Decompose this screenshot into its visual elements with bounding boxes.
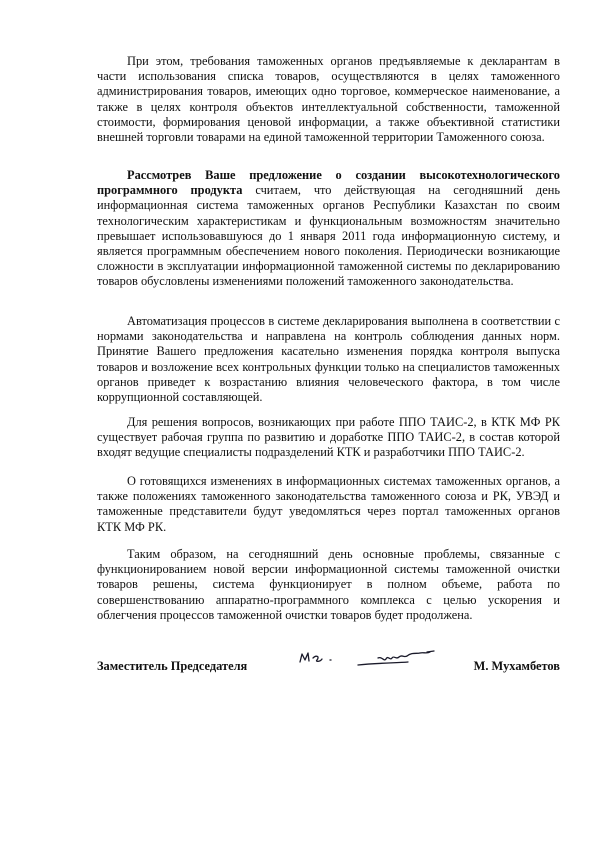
handwritten-signature <box>296 648 456 682</box>
paragraph-text: Таким образом, на сегодняшний день основные проблемы, связанные с функционированием новой версии информационной системы таможенной очистки товаров решены, система функционирует в полном объеме, работа по совершенствованию аппаратно-программного комплекса с целью ускорения и облегчения процессов таможенной очистки товаров будет продолжена. <box>97 547 560 622</box>
paragraph-notifications <box>97 474 560 535</box>
paragraph-text: Автоматизация процессов в системе декларирования выполнена в соответствии с нормами законодательства и направлена на контроль соблюдения данных норм. Принятие Вашего предложения касательно изменения порядка контроля выпуска товаров и возложение всех контрольных функции только на специалистов таможенных органов приведет к возрастанию влияния человеческого фактора, в том числе коррупционной составляющей. <box>97 314 560 405</box>
signature-block <box>97 655 560 679</box>
paragraph-text: Для решения вопросов, возникающих при работе ППО ТАИС-2, в КТК МФ РК существует рабочая группа по развитию и доработке ППО ТАИС-2, в состав которой входят ведущие специалисты подразделений КТК и разработчики ППО ТАИС-2. <box>97 415 560 460</box>
position-title: Заместитель Председателя <box>97 659 248 673</box>
paragraph-text: О готовящихся изменениях в информационных системах таможенных органов, а также положениях таможенного законодательства таможенного союза и РК, УВЭД и таможенные представители будут уведомляться через портал таможенных органов КТК МФ РК. <box>97 474 560 534</box>
paragraph-customs-requirements <box>97 54 560 145</box>
paragraph-proposal-review <box>97 168 560 290</box>
paragraph-working-group <box>97 415 560 461</box>
paragraph-bold-lead: Рассмотрев Ваше предложение о создании высокотехнологического программного продукта <box>97 168 560 198</box>
signatory-name: М. Мухамбетов <box>473 659 560 673</box>
paragraph-conclusion <box>97 547 560 623</box>
paragraph-text: При этом, требования таможенных органов предъявляемые к декларантам в части использования списка товаров, осуществляются в целях таможенного администрирования товаров, имеющих одно торговое, коммерческое наименование, а также в целях контроля объектов интеллектуальной собственности, таможенной стоимости, формирования ценовой информации, а также объективной статистики внешней торговли товарами на единой таможенной территории Таможенного союза. <box>97 54 560 145</box>
paragraph-automation <box>97 314 560 405</box>
paragraph-text: считаем, что действующая на сегодняшний день информационная система таможенных органов Республики Казахстан по своим технологическим характеристикам и функциональным возможностям значительно превышает использовавшуюся до 1 января 2011 года информационную систему, и является программным обеспечением нового поколения. Периодически возникающие сложности в эксплуатации информационной таможенной системы по декларированию товаров обусловлены изменениями положений таможенного законодательства. <box>97 183 560 289</box>
